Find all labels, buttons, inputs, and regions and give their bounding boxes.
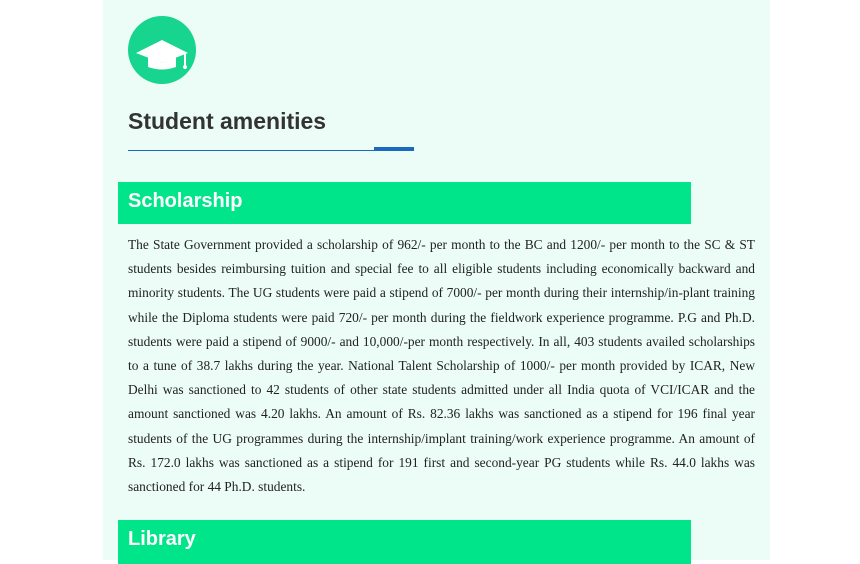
section-header-library [118, 520, 691, 564]
section-heading-library: Library [128, 528, 196, 550]
title-underline-accent [374, 147, 414, 151]
content-page [103, 0, 770, 560]
section-header-scholarship [118, 182, 691, 224]
page-title: Student amenities [128, 108, 327, 134]
graduation-cap-icon [128, 16, 196, 84]
scholarship-paragraph: The State Government provided a scholarship of 962/- per month to the BC and 1200/- per month to the SC & ST students besides reimbursing tuition and special fee to all eligible students including economically backward and minority students. The UG students were paid a stipend of 7000/- per month during their internship/in-plant training while the Diploma students were paid 720/- per month during the fieldwork experience programme. P.G and Ph.D. students were paid a stipend of 9000/- and 10,000/-per month respectively. In all, 403 students availed scholarships to a tune of 38.7 lakhs during the year. National Talent Scholarship of 1000/- per month provided by ICAR, New Delhi was sanctioned to 42 students of other state students admitted under all India quota of VCI/ICAR and the amount sanctioned was 4.20 lakhs. An amount of Rs. 82.36 lakhs was sanctioned as a stipend for 196 final year students of the UG programmes during the internship/implant training/work experience programme. An amount of Rs. 172.0 lakhs was sanctioned as a stipend for 191 first and second-year PG students while Rs. 44.0 lakhs was sanctioned for 44 Ph.D. students. [128, 237, 755, 495]
logo-circle [128, 16, 196, 84]
title-underline [128, 150, 376, 151]
section-heading-scholarship: Scholarship [128, 190, 243, 212]
